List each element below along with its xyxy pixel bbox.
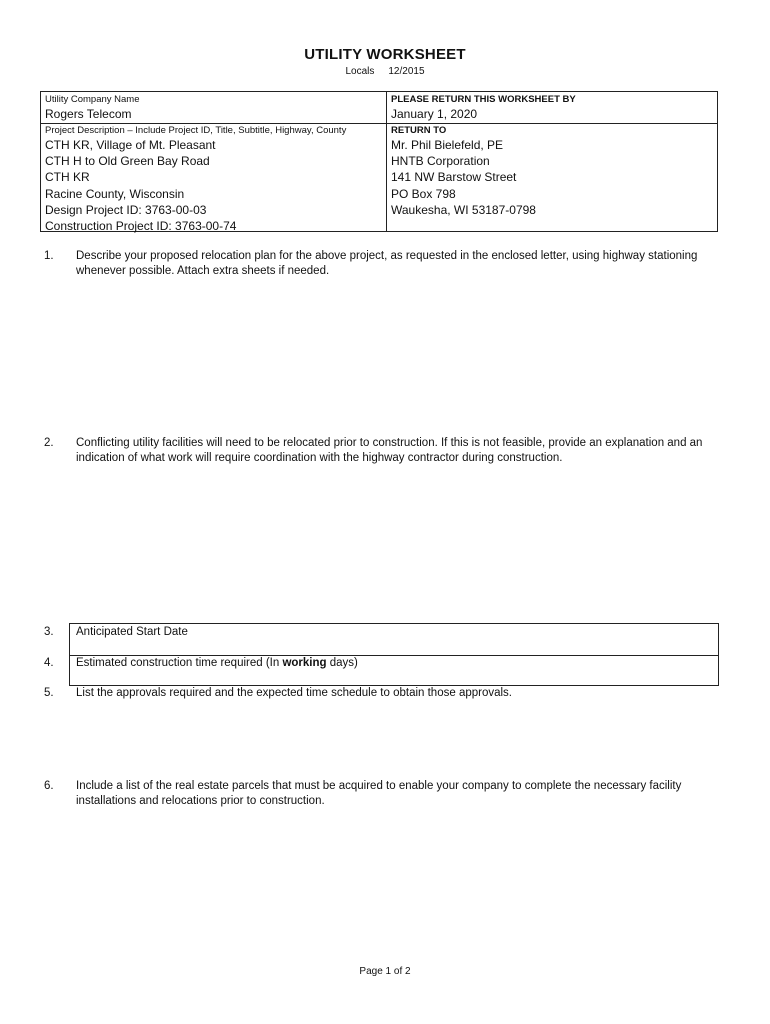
return-to-line: Waukesha, WI 53187-0798	[391, 202, 536, 217]
project-line: Construction Project ID: 3763-00-74	[45, 219, 237, 234]
question-number: 6.	[44, 780, 54, 792]
question-number: 2.	[44, 437, 54, 449]
project-label: Project Description – Include Project ID, Title, Subtitle, Highway, County	[45, 125, 347, 136]
return-to-line: HNTB Corporation	[391, 154, 490, 169]
answer-area-2[interactable]	[76, 488, 716, 613]
form-type: Locals	[345, 66, 375, 77]
question-text: List the approvals required and the expected time schedule to obtain those approvals.	[76, 687, 513, 699]
company-label: Utility Company Name	[45, 94, 140, 105]
return-by-value: January 1, 2020	[391, 107, 478, 121]
question-number: 4.	[44, 657, 54, 669]
return-by-cell[interactable]	[391, 94, 715, 122]
start-date-label: Anticipated Start Date	[76, 626, 188, 638]
project-line: CTH KR	[45, 170, 90, 185]
question-text: Include a list of the real estate parcels that must be acquired to enable your company to complete the necessary facility installations and relocations prior to construction.	[76, 780, 682, 807]
info-table	[40, 91, 718, 232]
question-number: 5.	[44, 687, 54, 699]
project-description-cell[interactable]	[45, 125, 381, 234]
form-revision: 12/2015	[388, 66, 425, 77]
return-to-lines	[391, 137, 715, 218]
construction-time-label: Estimated construction time required (In working days)	[76, 657, 358, 669]
page-number: Page 1 of 2	[359, 966, 411, 977]
answer-area-1[interactable]	[76, 285, 716, 425]
return-to-label: RETURN TO	[391, 125, 447, 136]
question-number: 1.	[44, 250, 54, 262]
project-line: Design Project ID: 3763-00-03	[45, 202, 207, 217]
return-to-cell	[391, 125, 715, 218]
project-line: Racine County, Wisconsin	[45, 186, 185, 201]
project-line: CTH KR, Village of Mt. Pleasant	[45, 138, 216, 152]
return-to-line: PO Box 798	[391, 186, 456, 201]
question-number: 3.	[44, 626, 54, 638]
project-lines	[45, 137, 381, 234]
form-subtitle	[0, 66, 770, 77]
worksheet-title: UTILITY WORKSHEET	[304, 46, 466, 63]
company-cell[interactable]	[45, 94, 381, 122]
answer-area-5[interactable]	[76, 706, 716, 776]
company-value: Rogers Telecom	[45, 107, 132, 121]
project-line: CTH H to Old Green Bay Road	[45, 154, 210, 169]
answer-area-6[interactable]	[76, 815, 716, 955]
question-text: Describe your proposed relocation plan for the above project, as requested in the enclosed letter, using highway stationing whenever possible. Attach extra sheets if needed.	[76, 250, 698, 277]
question-text: Conflicting utility facilities will need to be relocated prior to construction. If this is not feasible, provide an explanation and an indication of what work will require coordination with the highway contractor during construction.	[76, 437, 703, 464]
return-to-line: 141 NW Barstow Street	[391, 170, 517, 185]
return-to-line: Mr. Phil Bielefeld, PE	[391, 138, 504, 152]
return-by-label: PLEASE RETURN THIS WORKSHEET BY	[391, 94, 576, 105]
